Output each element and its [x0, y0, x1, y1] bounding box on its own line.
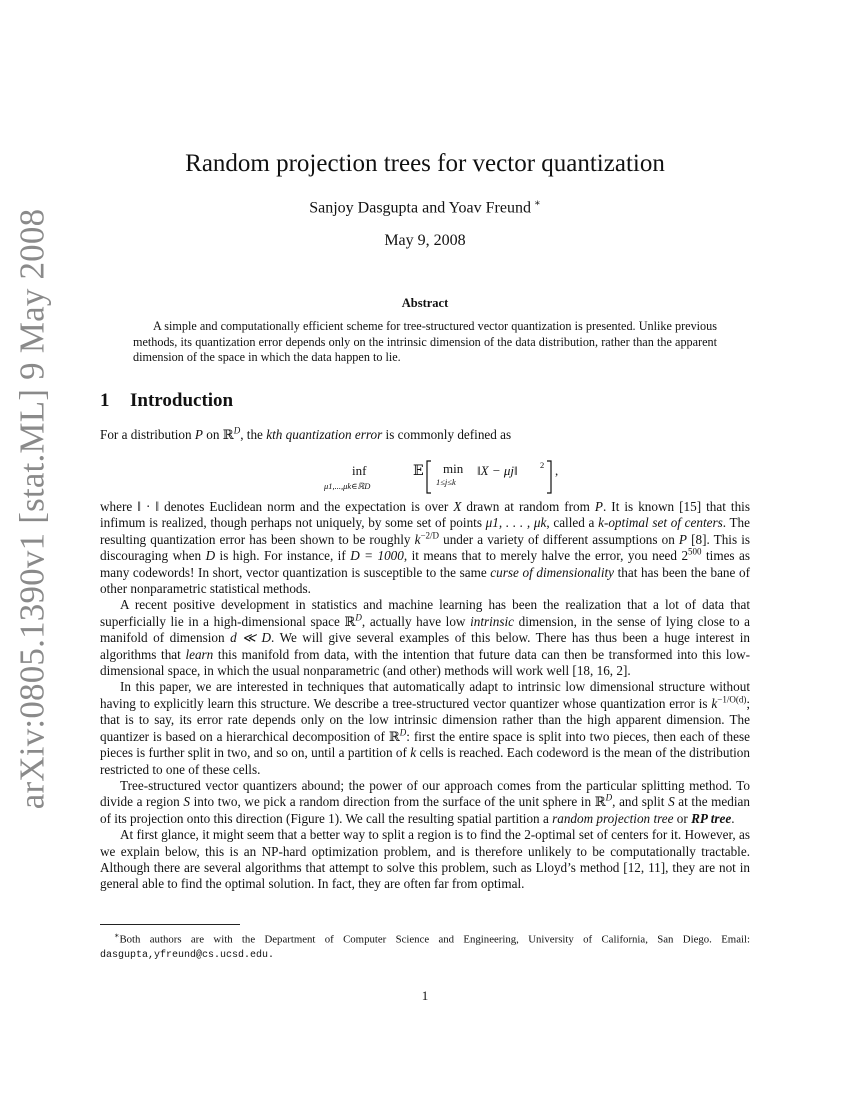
eq-norm: ‖X − μj‖ — [477, 463, 518, 478]
eq-square: 2 — [540, 460, 545, 470]
section-title: Introduction — [130, 390, 234, 411]
eq-comma: , — [555, 463, 559, 478]
eq-min-subscript: 1≤j≤k — [436, 477, 456, 487]
eq-expectation: 𝔼 — [413, 464, 424, 479]
author-email: dasgupta,yfreund@cs.ucsd.edu. — [100, 949, 275, 961]
section-heading — [100, 390, 233, 412]
author-names: Sanjoy Dasgupta and Yoav Freund — [309, 199, 531, 217]
paragraph-3: In this paper, we are interested in techniques that automatically adapt to intrinsic low dimensional structure without having to explicitly learn this structure. We describe a tree-structured vector quantizer whose quantization error is $k^{-1/O(d)}$; that is to say, its error rate depends only on the low intrinsic dimension rather than the high apparent dimension. The quantizer is based on a hierarchical decomposition of ℝ$^D$: first the entire space is split into two pieces, then each of these pieces is further split in two, and so on, until a partition of k cells is reached. Each codeword is the mean of the distribution restricted to one of these cells. — [100, 679, 750, 777]
abstract-heading: Abstract — [401, 296, 449, 310]
author-footnote: ∗Both authors are with the Department of Computer Science and Engineering, University of California, San Diego. Email: dasgupta,yfreund@cs.ucsd.edu. — [100, 931, 750, 961]
introduction-body — [100, 499, 750, 893]
paragraph-4: Tree-structured vector quantizers abound; the power of our approach comes from the particular splitting method. To divide a region S into two, we pick a random direction from the surface of the unit sphere in ℝ$^D$, and split S at the median of its projection onto this direction (Figure 1). We call the resulting spatial partition a random projection tree or RP tree. — [100, 777, 750, 826]
section-number: 1 — [100, 390, 110, 411]
eq-left-bracket — [427, 461, 431, 493]
paragraph-1: where ‖ · ‖ denotes Euclidean norm and the expectation is over X drawn at random from P. It is known [15] that this infimum is realized, though perhaps not uniquely, by some set of points μ1, . . . , μk, called a k-optimal set of centers. The resulting quantization error has been shown to be roughly $k^{-2/D}$ under a variety of different assumptions on P [8]. This is discouraging when D is high. For instance, if D = 1000, it means that to merely halve the error, you need $2^{500}$ times as many codewords! In short, vector quantization is susceptible to the same curse of dimensionality that has been the bane of other nonparametric statistical methods. — [100, 499, 750, 597]
abstract-text: A simple and computationally efficient scheme for tree-structured vector quantization is presented. Unlike previous methods, its quantization error depends only on the intrinsic dimension of the data distribution, rather than the apparent dimension of the space in which the data happen to lie. — [133, 319, 717, 364]
eq-inf: inf — [352, 463, 367, 478]
arxiv-watermark — [2, 208, 62, 810]
paragraph-5: At first glance, it might seem that a better way to split a region is to find the 2-optimal set of centers for it. However, as we explain below, this is an NP-hard optimization problem, and is therefore unlikely to be computationally tractable. Although there are several algorithms that attempt to solve this problem, such as Lloyd’s method [12, 11], they are not in general able to find the optimal solution. In fact, they are often far from optimal. — [100, 827, 750, 892]
eq-inf-subscript: μ1,...,μk∈ℝD — [324, 481, 371, 491]
arxiv-identifier: arXiv:0805.1390v1 [stat.ML] 9 May 2008 — [12, 208, 51, 810]
footnote-rule — [100, 924, 240, 925]
author-footnote-mark: ∗ — [533, 198, 541, 209]
intro-sentence: For a distribution P on ℝ$^D$, the kth quantization error is commonly defined as — [100, 425, 512, 442]
paper-title: Random projection trees for vector quantization — [185, 150, 665, 177]
page-number: 1 — [421, 988, 429, 1003]
quantization-error-equation — [100, 458, 750, 496]
eq-right-bracket — [547, 461, 551, 493]
paper-authors — [100, 198, 750, 217]
paragraph-2: A recent positive development in statistics and machine learning has been the realization that a lot of data that superficially lie in a high-dimensional space ℝ$^D$, actually have low intrinsic dimension, in the sense of lying close to a manifold of dimension d ≪ D. We will give several examples of this below. There has thus been a huge interest in algorithms that learn this manifold from data, with the intention that future data can then be transformed into this low-dimensional space, in which the usual nonparametric (and other) methods will work well [18, 16, 2]. — [100, 597, 751, 679]
kth-quantization-error-term: kth quantization error — [266, 427, 383, 442]
eq-min: min — [443, 461, 464, 476]
paper-date: May 9, 2008 — [384, 232, 466, 249]
